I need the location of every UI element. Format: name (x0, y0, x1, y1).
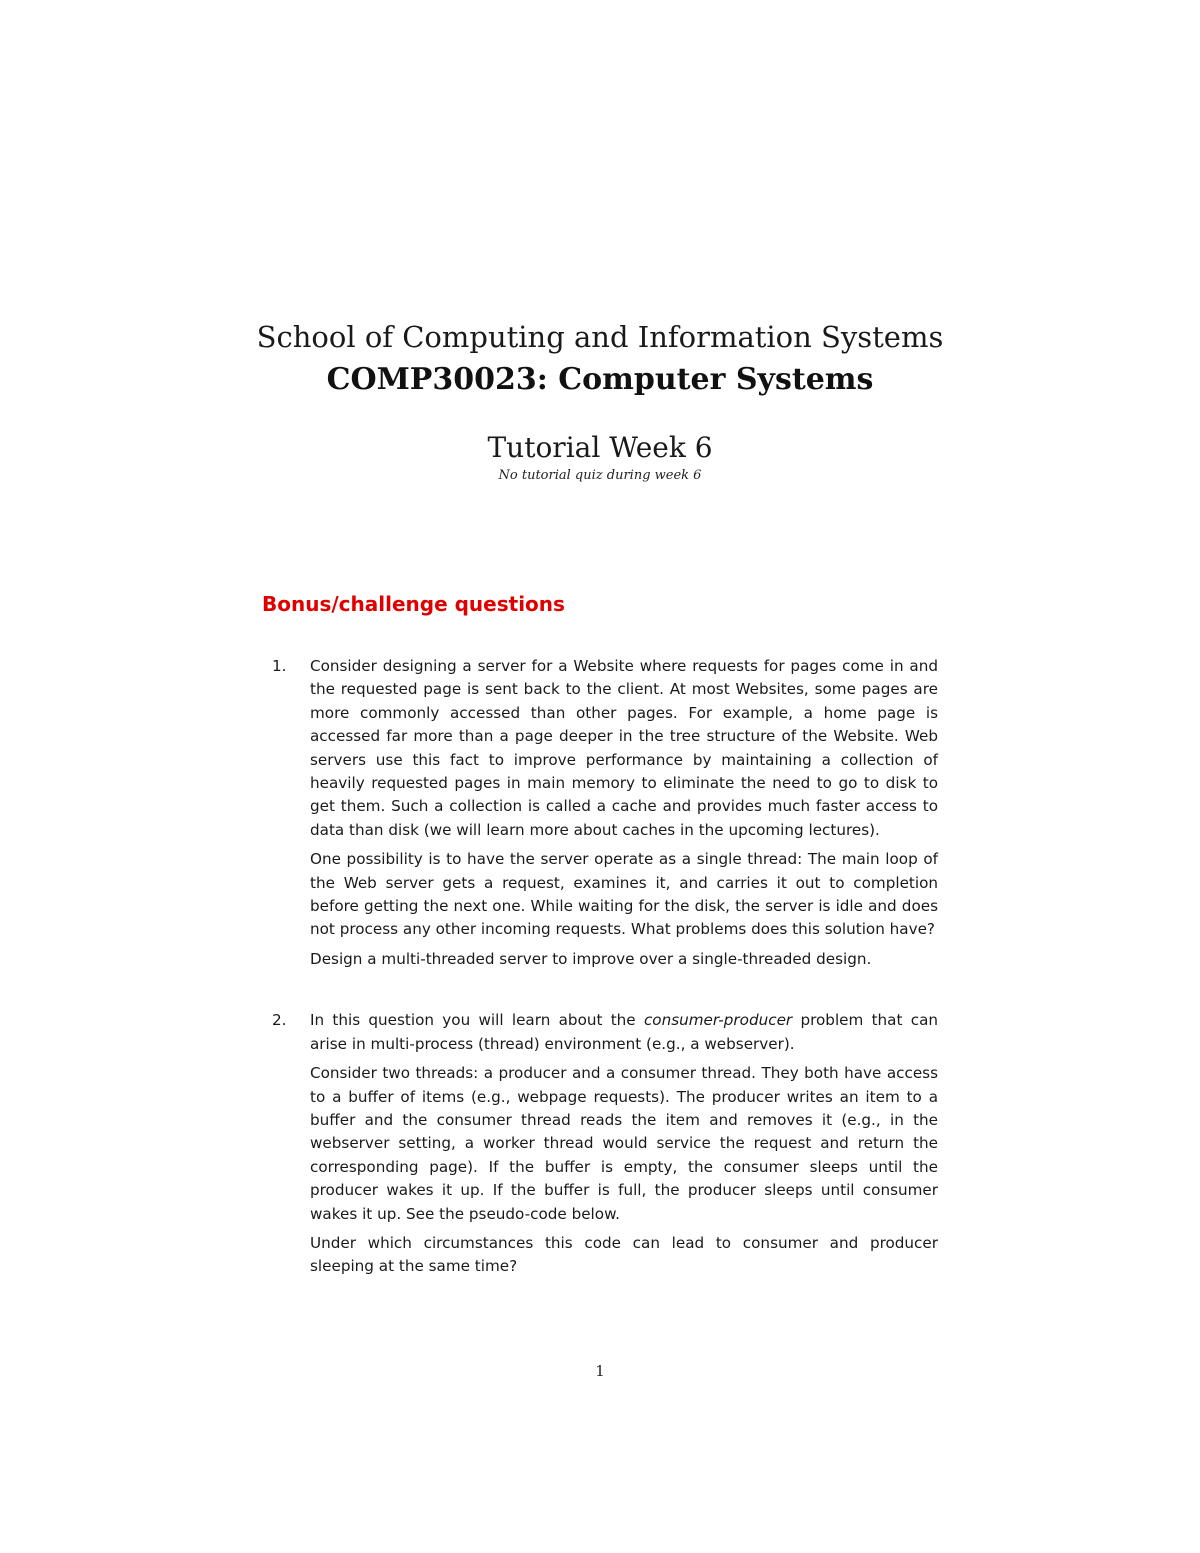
question-paragraph: Consider two threads: a producer and a consumer thread. They both have access to a buffer of items (e.g., webpage requests). The producer writes an item to a buffer and the consumer thread reads the item and removes it (e.g., in the webserver setting, a worker thread would service the request and return the corresponding page). If the buffer is empty, the consumer sleeps until the producer wakes it up. If the buffer is full, the producer sleeps until consumer wakes it up. See the pseudo-code below. (310, 1064, 938, 1223)
tutorial-subtitle: No tutorial quiz during week 6 (498, 468, 702, 483)
course-title: COMP30023: Computer Systems (326, 362, 874, 397)
question-1 (262, 655, 938, 971)
question-number: 1. (272, 657, 287, 675)
document-header (0, 318, 1200, 484)
tutorial-title: Tutorial Week 6 (487, 431, 713, 464)
question-paragraph: Consider designing a server for a Website where requests for pages come in and the requested page is sent back to the client. At most Websites, some pages are more commonly accessed than other pages. For example, a home page is accessed far more than a page deeper in the tree structure of the Website. Web servers use this fact to improve performance by maintaining a collection of heavily requested pages in main memory to eliminate the need to go to disk to get them. Such a collection is called a cache and provides much faster access to data than disk (we will learn more about caches in the upcoming lectures). (310, 657, 938, 839)
question-paragraph: Design a multi-threaded server to improve over a single-threaded design. (310, 949, 872, 968)
intro-text-after: problem that can arise in multi-process (thread) environment (e.g., a webserver). (310, 1011, 939, 1053)
school-name: School of Computing and Information Systems (256, 320, 944, 354)
question-2 (262, 1009, 938, 1278)
intro-text-before: In this question you will learn about the (310, 1011, 644, 1030)
intro-italic-term: consumer-producer (643, 1011, 793, 1030)
question-paragraph: Under which circumstances this code can lead to consumer and producer sleeping at the same time? (310, 1233, 938, 1276)
section-title: Bonus/challenge questions (262, 592, 565, 616)
question-paragraph: One possibility is to have the server operate as a single thread: The main loop of the Web server gets a request, examines it, and carries it out to completion before getting the next one. While waiting for the disk, the server is idle and does not process any other incoming requests. What problems does this solution have? (310, 850, 938, 939)
page-number: 1 (595, 1362, 605, 1380)
questions-list (262, 655, 938, 1285)
question-intro (310, 1009, 938, 1056)
question-number: 2. (272, 1011, 287, 1030)
